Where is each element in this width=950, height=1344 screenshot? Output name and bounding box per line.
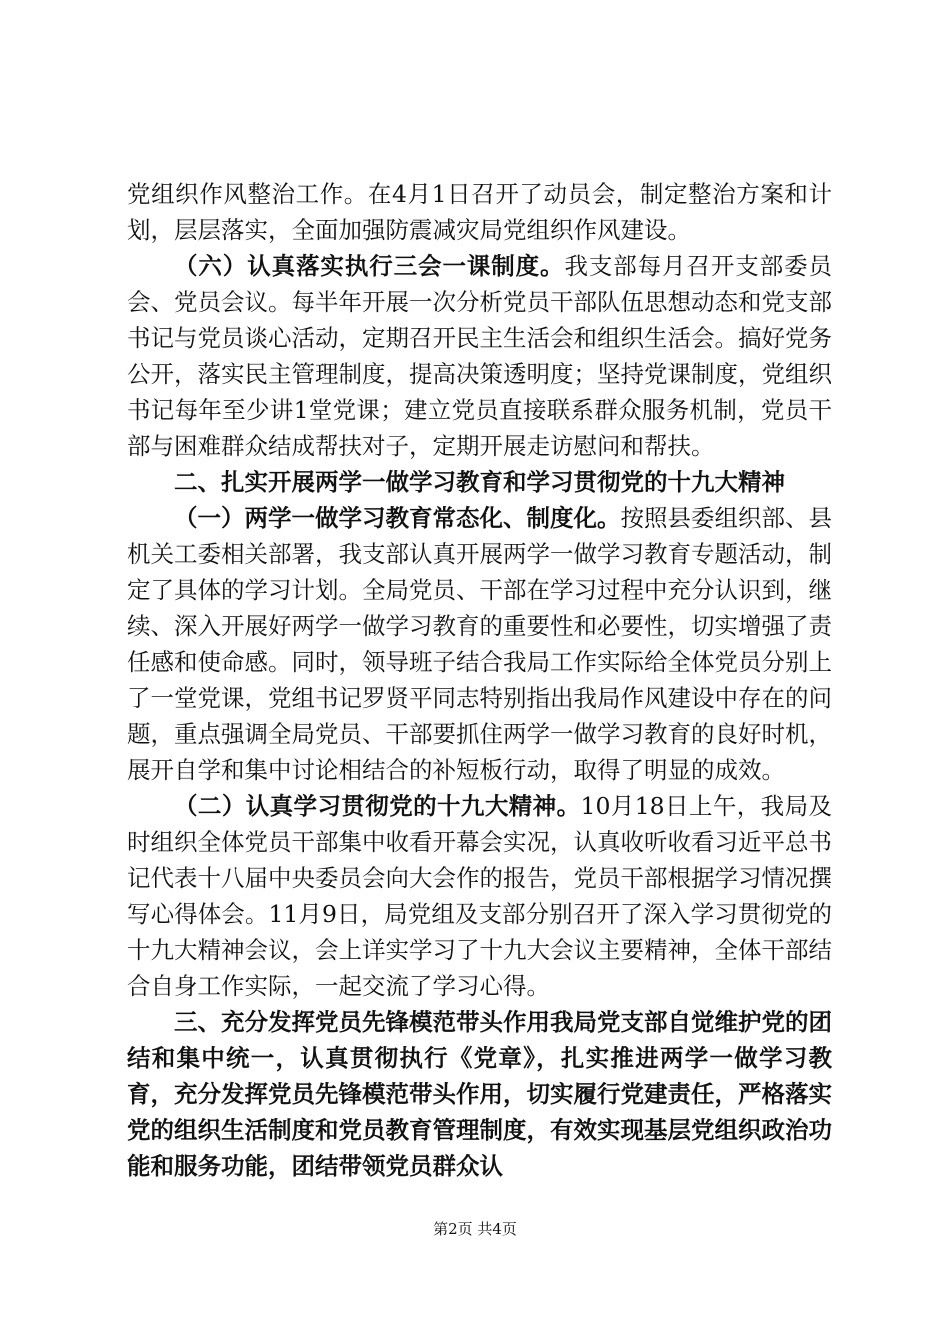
paragraph-section-6 [127,248,832,464]
document-body [127,176,832,1184]
section-heading-2: 二、扎实开展两学一做学习教育和学习贯彻党的十九大精神 [174,468,785,496]
section-heading-3: 三、充分发挥党员先锋模范带头作用我局党支部自觉维护党的团结和集中统一，认真贯彻执行《党章》，扎实推进两学一做学习教育，充分发挥党员先锋模范带头作用，切实履行党建责任，严格落实党的组织生活制度和党员教育管理制度，有效实现基层党组织政治功能和服务功能，团结带领党员群众认 [127,1008,832,1180]
paragraph-subsection-2 [127,788,832,1004]
paragraph-text: 我支部每月召开支部委员会、党员会议。每半年开展一次分析党员干部队伍思想动态和党支部书记与党员谈心活动，定期召开民主生活会和组织生活会。搞好党务公开，落实民主管理制度，提高决策透明度；坚持党课制度，党组织书记每年至少讲1堂党课；建立党员直接联系群众服务机制，党员干部与困难群众结成帮扶对子，定期开展走访慰问和帮扶。 [127,252,833,460]
paragraph-text: 按照县委组织部、县机关工委相关部署，我支部认真开展两学一做学习教育专题活动，制定了具体的学习计划。全局党员、干部在学习过程中充分认识到，继续、深入开展好两学一做学习教育的重要性和必要性，切实增强了责任感和使命感。同时，领导班子结合我局工作实际给全体党员分别上了一堂党课，党组书记罗贤平同志特别指出我局作风建设中存在的问题，重点强调全局党员、干部要抓住两学一做学习教育的良好时机，展开自学和集中讨论相结合的补短板行动，取得了明显的成效。 [127,504,832,784]
paragraph-lead: （一）两学一做学习教育常态化、制度化。 [174,504,621,532]
page-number: 第2页 共4页 [433,1220,517,1238]
paragraph-text: 10月18日上午，我局及时组织全体党员干部集中收看开幕会实况，认真收听收看习近平总书记代表十八届中央委员会向大会作的报告，党员干部根据学习情况撰写心得体会。11月9日，局党组及支部分别召开了深入学习贯彻党的十九大精神会议，会上详实学习了十九大会议主要精神，全体干部结合自身工作实际，一起交流了学习心得。 [127,792,833,1000]
paragraph-subsection-1 [127,500,832,788]
paragraph-lead: （六）认真落实执行三会一课制度。 [174,252,565,280]
paragraph-continuation [127,176,832,248]
paragraph-lead: （二）认真学习贯彻党的十九大精神。 [174,792,581,820]
page-footer [0,1219,950,1239]
paragraph-text: 党组织作风整治工作。在4月1日召开了动员会，制定整治方案和计划，层层落实，全面加强防震减灾局党组织作风建设。 [127,180,832,244]
